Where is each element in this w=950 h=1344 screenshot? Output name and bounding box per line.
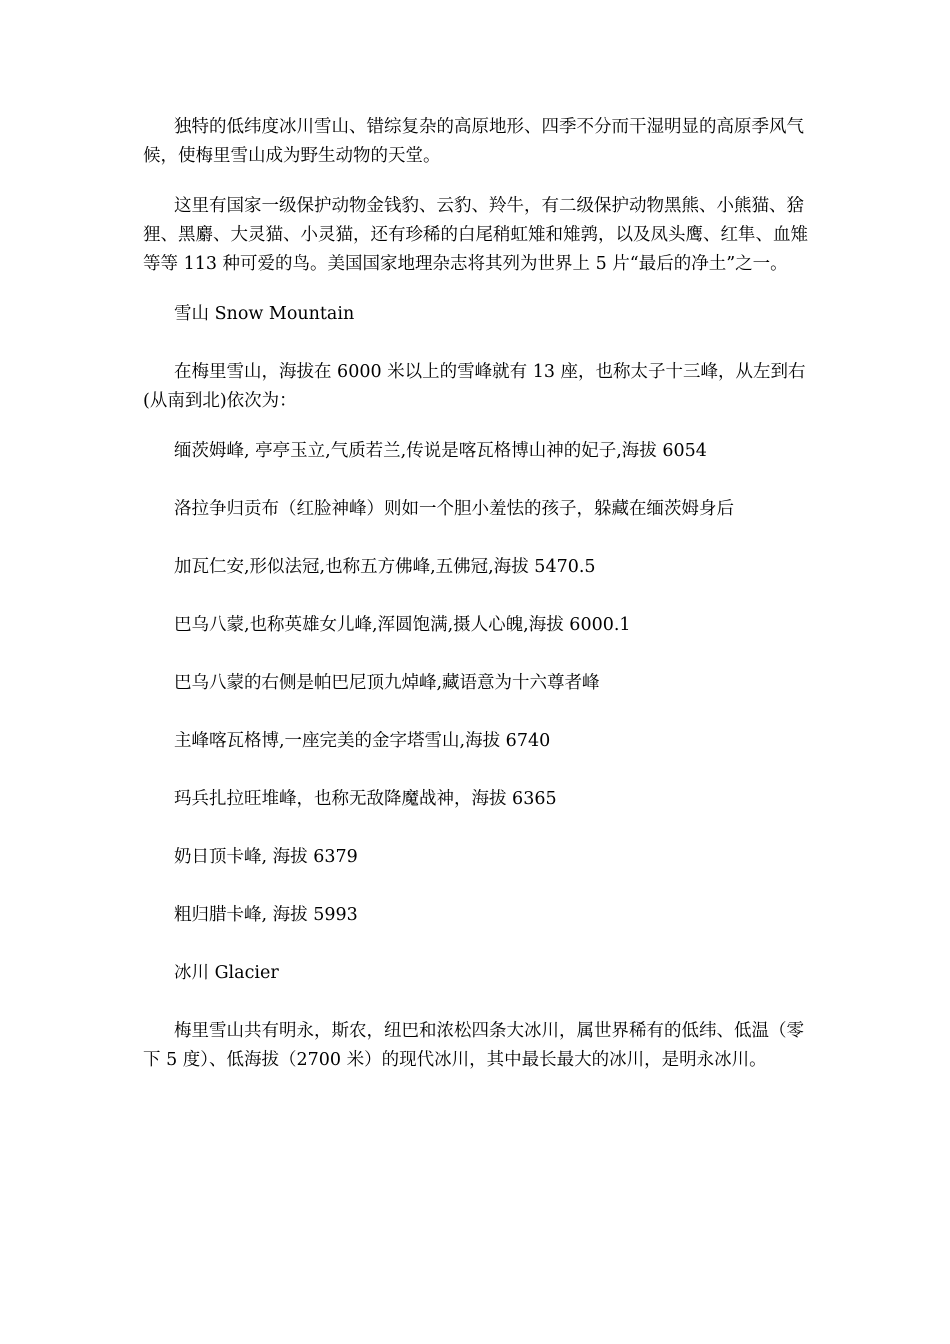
document-body — [143, 113, 808, 1096]
section-heading-snow-mountain: 雪山 Snow Mountain — [174, 304, 355, 324]
peak-item: 主峰喀瓦格博,一座完美的金字塔雪山,海拔 6740 — [174, 731, 551, 751]
section-heading-glacier: 冰川 Glacier — [174, 963, 279, 983]
peak-item: 缅茨姆峰, 亭亭玉立,气质若兰,传说是喀瓦格博山神的妃子,海拔 6054 — [174, 441, 707, 461]
peak-item: 巴乌八蒙的右侧是帕巴尼顶九焯峰,藏语意为十六尊者峰 — [174, 673, 600, 693]
peak-item: 加瓦仁安,形似法冠,也称五方佛峰,五佛冠,海拔 5470.5 — [174, 557, 596, 577]
peak-item: 粗归腊卡峰, 海拔 5993 — [174, 905, 358, 925]
paragraph-wildlife-intro: 独特的低纬度冰川雪山、错综复杂的高原地形、四季不分而干湿明显的高原季风气候，使梅里雪山成为野生动物的天堂。 — [143, 117, 804, 166]
peak-item: 洛拉争归贡布（红脸神峰）则如一个胆小羞怯的孩子，躲藏在缅茨姆身后 — [174, 499, 734, 519]
paragraph-protected-animals: 这里有国家一级保护动物金钱豹、云豹、羚牛，有二级保护动物黑熊、小熊猫、猞狸、黑麝、大灵猫、小灵猫，还有珍稀的白尾稍虹雉和雉鹑，以及凤头鹰、红隼、血雉等等 113 种可爱的鸟。美国国家地理杂志将其列为世界上 5 片“最后的净土”之一。 — [143, 196, 808, 274]
paragraph-peaks-intro: 在梅里雪山，海拔在 6000 米以上的雪峰就有 13 座，也称太子十三峰，从左到右(从南到北)依次为： — [143, 362, 806, 411]
peak-item: 奶日顶卡峰, 海拔 6379 — [174, 847, 358, 867]
peak-item: 玛兵扎拉旺堆峰，也称无敌降魔战神，海拔 6365 — [174, 789, 557, 809]
peak-item: 巴乌八蒙,也称英雄女儿峰,浑圆饱满,摄人心魄,海拔 6000.1 — [174, 615, 631, 635]
paragraph-glaciers: 梅里雪山共有明永，斯农，纽巴和浓松四条大冰川，属世界稀有的低纬、低温（零下 5 度）、低海拔（2700 米）的现代冰川，其中最长最大的冰川，是明永冰川。 — [143, 1021, 804, 1070]
